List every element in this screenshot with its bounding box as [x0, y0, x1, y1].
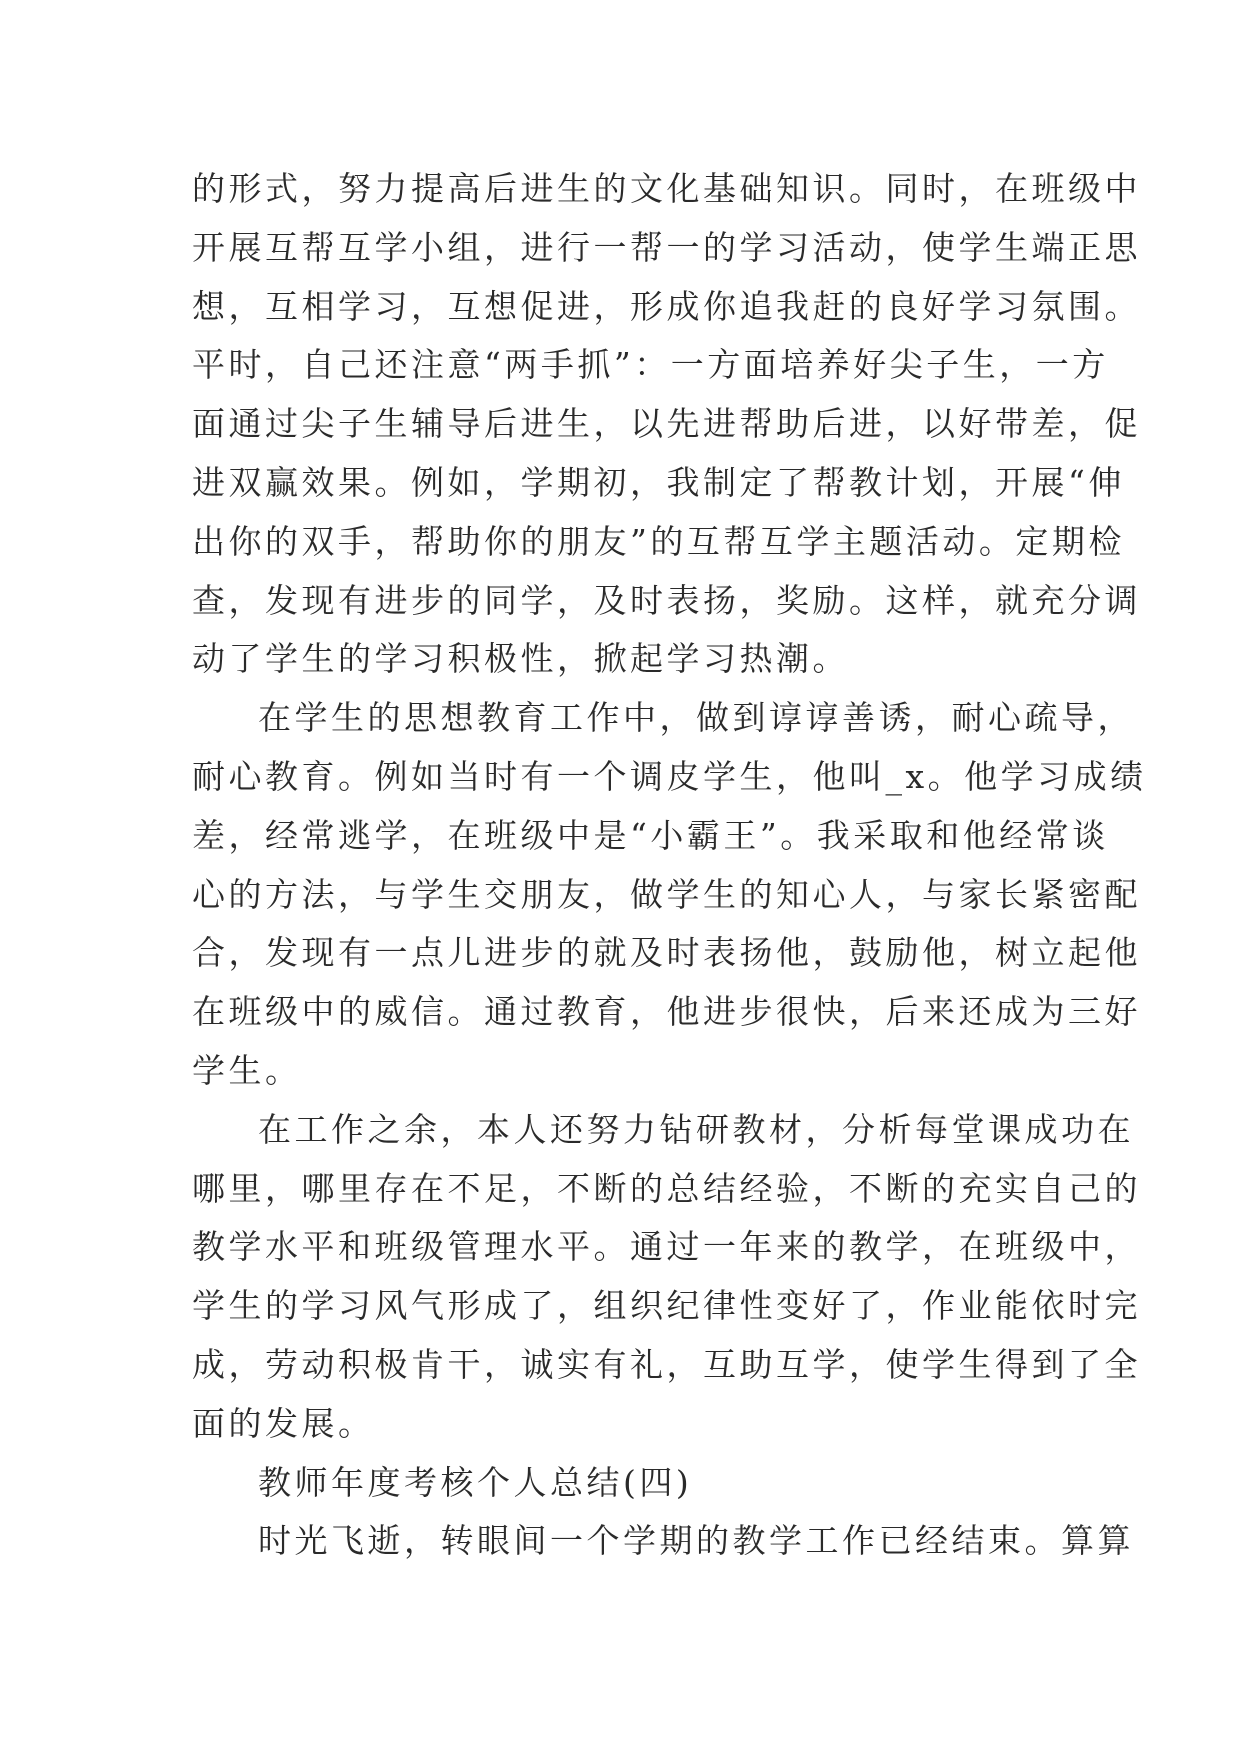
section-heading: 教师年度考核个人总结(四)	[258, 1462, 693, 1502]
text-line: 成，劳动积极肯干，诚实有礼，互助互学，使学生得到了全	[192, 1344, 1141, 1384]
paragraph-start-line: 在工作之余，本人还努力钻研教材，分析每堂课成功在	[258, 1109, 1134, 1149]
text-line: 进双赢效果。例如，学期初，我制定了帮教计划，开展“伸	[192, 462, 1125, 502]
text-line: 想，互相学习，互想促进，形成你追我赶的良好学习氛围。	[192, 286, 1141, 326]
text-line: 心的方法，与学生交朋友，做学生的知心人，与家长紧密配	[192, 874, 1141, 914]
document-body	[192, 160, 1147, 1571]
text-line: 平时，自己还注意“两手抓”：一方面培养好尖子生，一方	[192, 345, 1109, 385]
text-line: 面的发展。	[192, 1403, 375, 1443]
text-line: 差，经常逃学，在班级中是“小霸王”。我采取和他经常谈	[192, 815, 1109, 855]
text-line: 教学水平和班级管理水平。通过一年来的教学，在班级中，	[192, 1227, 1141, 1267]
text-line: 学生的学习风气形成了，组织纪律性变好了，作业能依时完	[192, 1286, 1141, 1326]
text-line: 合，发现有一点儿进步的就及时表扬他，鼓励他，树立起他	[192, 933, 1141, 973]
text-line: 耐心教育。例如当时有一个调皮学生，他叫_x。他学习成绩	[192, 756, 1147, 796]
paragraph-start-line: 时光飞逝，转眼间一个学期的教学工作已经结束。算算	[258, 1521, 1134, 1561]
text-line: 开展互帮互学小组，进行一帮一的学习活动，使学生端正思	[192, 227, 1141, 267]
text-line: 出你的双手，帮助你的朋友”的互帮互学主题活动。定期检	[192, 521, 1125, 561]
text-line: 学生。	[192, 1050, 302, 1090]
paragraph-start-line: 在学生的思想教育工作中，做到谆谆善诱，耐心疏导，	[258, 698, 1134, 738]
text-line: 的形式，努力提高后进生的文化基础知识。同时，在班级中	[192, 169, 1141, 208]
text-line: 面通过尖子生辅导后进生，以先进帮助后进，以好带差，促	[192, 404, 1141, 444]
text-line: 哪里，哪里存在不足，不断的总结经验，不断的充实自己的	[192, 1168, 1141, 1208]
text-line: 动了学生的学习积极性，掀起学习热潮。	[192, 639, 849, 679]
text-line: 在班级中的威信。通过教育，他进步很快，后来还成为三好	[192, 992, 1141, 1032]
text-line: 查，发现有进步的同学，及时表扬，奖励。这样，就充分调	[192, 580, 1141, 620]
